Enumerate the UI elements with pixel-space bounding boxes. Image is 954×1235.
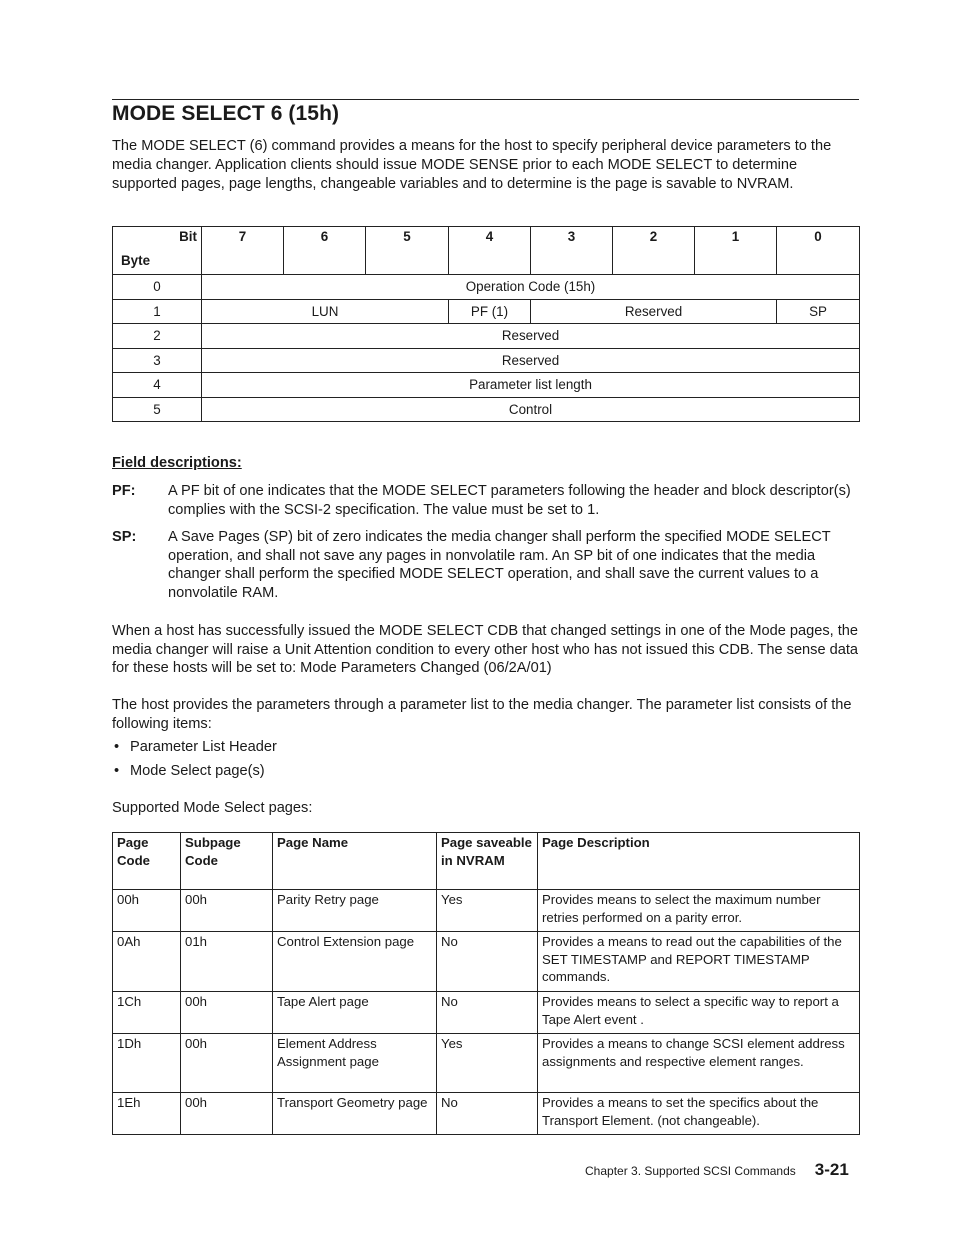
table-row [113, 1034, 860, 1093]
list-item [112, 738, 277, 762]
cdb-row [113, 397, 860, 422]
table-cell: Provides means to select the maximum number retries performed on a parity error. [538, 890, 860, 932]
table-row [113, 890, 860, 932]
supported-pages-label: Supported Mode Select pages: [112, 800, 313, 816]
table-cell: Parity Retry page [273, 890, 437, 932]
header-rule [112, 99, 859, 100]
table-cell: 1Dh [113, 1034, 181, 1093]
list-item [112, 762, 277, 786]
column-header: Page Description [538, 833, 860, 890]
definition-item [112, 528, 859, 602]
cdb-field: Reserved [202, 324, 860, 349]
byte-number: 5 [113, 397, 202, 422]
table-cell: 1Eh [113, 1093, 181, 1135]
table-row [113, 1093, 860, 1135]
bit-header: 7 [202, 227, 284, 275]
cdb-row [113, 348, 860, 373]
supported-pages-table [112, 832, 860, 1135]
table-cell: Provides a means to read out the capabilities of the SET TIMESTAMP and REPORT TIMESTAMP commands. [538, 932, 860, 992]
definition-desc: A Save Pages (SP) bit of zero indicates the media changer shall perform the specified MODE SELECT operation, and shall not save any pages in nonvolatile ram. An SP bit of one indicates that the media changer shall perform the specified MODE SELECT operation, and shall save the current values to a nonvolatile RAM. [168, 529, 831, 601]
table-cell: Yes [437, 1034, 538, 1093]
column-header: Page Name [273, 833, 437, 890]
bit-header: 0 [777, 227, 860, 275]
list-item-text: Parameter List Header [130, 739, 277, 755]
table-cell: Provides means to select a specific way to report a Tape Alert event . [538, 992, 860, 1034]
bit-header: 2 [613, 227, 695, 275]
cdb-field: Parameter list length [202, 373, 860, 398]
field-descriptions-title: Field descriptions: [112, 455, 242, 471]
cdb-row [113, 275, 860, 300]
cdb-corner-cell [113, 227, 202, 275]
table-cell: No [437, 992, 538, 1034]
table-row [113, 932, 860, 992]
cdb-row [113, 299, 860, 324]
cdb-header-row [113, 227, 860, 275]
table-cell: No [437, 1093, 538, 1135]
bit-header: 5 [366, 227, 449, 275]
table-cell: 00h [181, 1034, 273, 1093]
definition-term: SP: [112, 529, 137, 545]
byte-number: 4 [113, 373, 202, 398]
page-footer [585, 1160, 849, 1180]
table-header-row [113, 833, 860, 890]
table-cell: 00h [113, 890, 181, 932]
cdb-field: SP [777, 299, 860, 324]
table-cell: Yes [437, 890, 538, 932]
section-title: MODE SELECT 6 (15h) [112, 102, 340, 125]
table-cell: Tape Alert page [273, 992, 437, 1034]
cdb-row [113, 324, 860, 349]
cdb-field: Reserved [202, 348, 860, 373]
bullet-list [112, 738, 277, 786]
page-number: 3-21 [814, 1160, 849, 1179]
cdb-field: Reserved [531, 299, 777, 324]
table-row [113, 992, 860, 1034]
definition-desc: A PF bit of one indicates that the MODE SELECT parameters following the header and block descriptor(s) complies with the SCSI-2 specification. The value must be set to 1. [168, 483, 851, 518]
table-cell: No [437, 932, 538, 992]
table-cell: 0Ah [113, 932, 181, 992]
table-cell: Transport Geometry page [273, 1093, 437, 1135]
column-header: Page saveable in NVRAM [437, 833, 538, 890]
definition-item [112, 482, 859, 519]
definition-list [112, 482, 859, 611]
cdb-table [112, 226, 860, 422]
bit-header: 3 [531, 227, 613, 275]
byte-number: 1 [113, 299, 202, 324]
cdb-field: PF (1) [449, 299, 531, 324]
byte-label: Byte [121, 253, 151, 268]
bit-header: 1 [695, 227, 777, 275]
cdb-row [113, 373, 860, 398]
table-cell: 01h [181, 932, 273, 992]
table-cell: Provides a means to change SCSI element address assignments and respective element ranges. [538, 1034, 860, 1093]
column-header: Page Code [113, 833, 181, 890]
byte-number: 3 [113, 348, 202, 373]
unit-attention-paragraph: When a host has successfully issued the MODE SELECT CDB that changed settings in one of the Mode pages, the media changer will raise a Unit Attention condition to every other host who has not issued this CDB. The sense data for these hosts will be set to: Mode Parameters Changed (06/2A/01) [112, 623, 859, 676]
cdb-field: LUN [202, 299, 449, 324]
table-cell: Element Address Assignment page [273, 1034, 437, 1093]
table-cell: Provides a means to set the specifics about the Transport Element. (not changeable). [538, 1093, 860, 1135]
intro-paragraph: The MODE SELECT (6) command provides a means for the host to specify peripheral device parameters to the media changer. Application clients should issue MODE SENSE prior to each MODE SELECT to determine supported pages, page lengths, changeable variables and to determine is the page is savable to NVRAM. [112, 138, 832, 192]
bullet-icon: • [114, 739, 120, 755]
list-item-text: Mode Select page(s) [130, 763, 265, 779]
table-cell: 00h [181, 992, 273, 1034]
bit-label: Bit [179, 229, 197, 244]
cdb-field: Control [202, 397, 860, 422]
parameter-list-paragraph: The host provides the parameters through a parameter list to the media changer. The parameter list consists of the following items: [112, 697, 852, 732]
definition-term: PF: [112, 483, 136, 499]
byte-number: 0 [113, 275, 202, 300]
table-cell: 1Ch [113, 992, 181, 1034]
bit-header: 6 [284, 227, 366, 275]
table-cell: 00h [181, 1093, 273, 1135]
cdb-field: Operation Code (15h) [202, 275, 860, 300]
bullet-icon: • [114, 763, 120, 779]
bit-header: 4 [449, 227, 531, 275]
byte-number: 2 [113, 324, 202, 349]
footer-chapter: Chapter 3. Supported SCSI Commands [585, 1164, 796, 1178]
column-header: Subpage Code [181, 833, 273, 890]
table-cell: 00h [181, 890, 273, 932]
table-cell: Control Extension page [273, 932, 437, 992]
